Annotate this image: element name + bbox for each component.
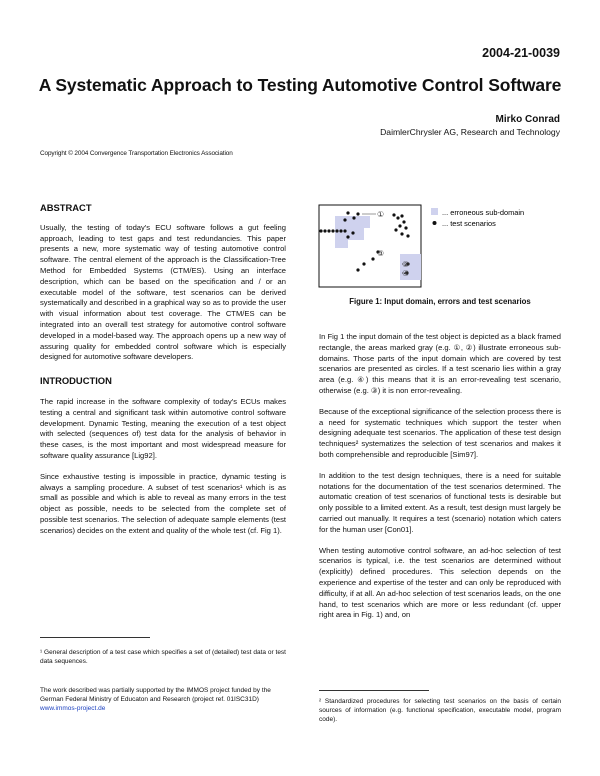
right-column (319, 332, 561, 621)
abstract-heading: ABSTRACT (40, 202, 92, 213)
author-affiliation: DaimlerChrysler AG, Research and Technology (380, 127, 560, 137)
footnote-rule-2 (319, 690, 429, 691)
funding-note (40, 686, 286, 713)
legend-area-label: ... erroneous sub-domain (442, 208, 525, 217)
figure-1 (318, 204, 563, 294)
footnote-2: ² Standardized procedures for selecting test scenarios on the basis of certain sources of information (e.g. functional specification, executable model, program code). (319, 698, 561, 723)
legend-point-label: ... test scenarios (442, 219, 496, 228)
right-paragraph-1: In Fig 1 the input domain of the test object is depicted as a black framed rectangle, the areas marked gray (e.g. ①, ②) illustrate erroneous sub-domains. Those parts of the input domain which are covered by test scenarios are presented as circles. If a test scenario lies within a gray area (e.g. ④) this means that it is an error-revealing test scenario, otherwise (e.g. ③) it is non error-revealing. (319, 332, 561, 395)
author-name: Mirko Conrad (495, 114, 560, 125)
right-paragraph-4: When testing automotive control software, an ad-hoc selection of test scenarios is typical, i.e. the test scenarios are determined without (explicitly) defined procedures. This selection depends on the experience and expertise of the tester and can only be reproduced with difficulty, if at all. An ad-hoc selection of test scenarios leads, on the one hand, to test scenarios which are more or less redundant (cf. upper right area in Fig. 1) and, on (319, 545, 561, 620)
intro-paragraph-1: The rapid increase in the software complexity of today's ECUs makes testing a central and significant task within automotive control software development. Dynamic Testing, meaning the execution of a test object with selected (sequences of) test data for the analysis of behavior in these cases, is the most important and most widespread measure for software quality assurance [Lig92]. (40, 396, 286, 460)
introduction-heading: INTRODUCTION (40, 375, 112, 387)
abstract-section (40, 203, 286, 537)
marker-4: ④ (402, 269, 410, 278)
right-paragraph-3: In addition to the test design techniques, there is a need for suitable notations for the documentation of the test scenarios determined. The automatic creation of test scenarios of functional tests is desirable but only possible to a limited extent. As a result, test design must largely be carried out manually. It requires a test (scenario) notation which caters for the human user [Con01]. (319, 470, 561, 534)
marker-3: ③ (377, 249, 385, 258)
legend-point-swatch (433, 221, 437, 225)
marker-1: ① (377, 210, 385, 219)
intro-paragraph-2: Since exhaustive testing is impossible in practice, dynamic testing is always a sampling procedure. A subset of test scenarios¹ which is as small as possible and which is able to reveal as many errors in the test object as possible, needs to be selected from the complete set of possible test scenarios. The selection of adequate sample elements (test scenarios) decides on the extent and quality of the whole test (cf. Fig 1). (40, 471, 286, 535)
marker-2: ② (402, 260, 410, 269)
figure-caption: Figure 1: Input domain, errors and test scenarios (349, 297, 531, 306)
legend-area-swatch (431, 208, 438, 215)
copyright-notice: Copyright © 2004 Convergence Transportation Electronics Association (40, 150, 233, 157)
abstract-text: Usually, the testing of today's ECU software follows a gut feeling approach, leading to test gaps and test redundancies. This paper presents a new, more systematic way of testing automotive control software. The central element of the approach is the Classification-Tree Method for Embedded Systems (CTM/ES). Using an interface description, which can be based on the specification and / or an executable model of the software, test scenarios can be derived systematically and described in a graphical way so as to provide the user with visual information about test coverage. The CTM/ES can be integrated into an overall test strategy for automotive control software developed in a model-based way. The approach opens up a new way of assuring quality for embedded control software which is especially designed for automotive software developers. (40, 222, 286, 362)
paper-title: A Systematic Approach to Testing Automotive Control Software (38, 75, 562, 95)
footnote-rule (40, 637, 150, 638)
right-paragraph-2: Because of the exceptional significance of the selection process there is a need for systematic techniques which support the tester when designing adequate test scenarios. The application of these test design techniques² systematizes the selection of test scenarios and makes it both comprehensible and reproducible [Sim97]. (319, 406, 561, 459)
footnote-1: ¹ General description of a test case which specifies a set of (detailed) test data or test data sequences. (40, 649, 286, 665)
paper-id: 2004-21-0039 (482, 46, 560, 60)
funding-text: The work described was partially supported by the IMMOS project funded by the German Federal Ministry of Educaton and Research (project ref. 01ISC31D) (40, 687, 271, 703)
project-link[interactable]: www.immos-project.de (40, 705, 106, 712)
